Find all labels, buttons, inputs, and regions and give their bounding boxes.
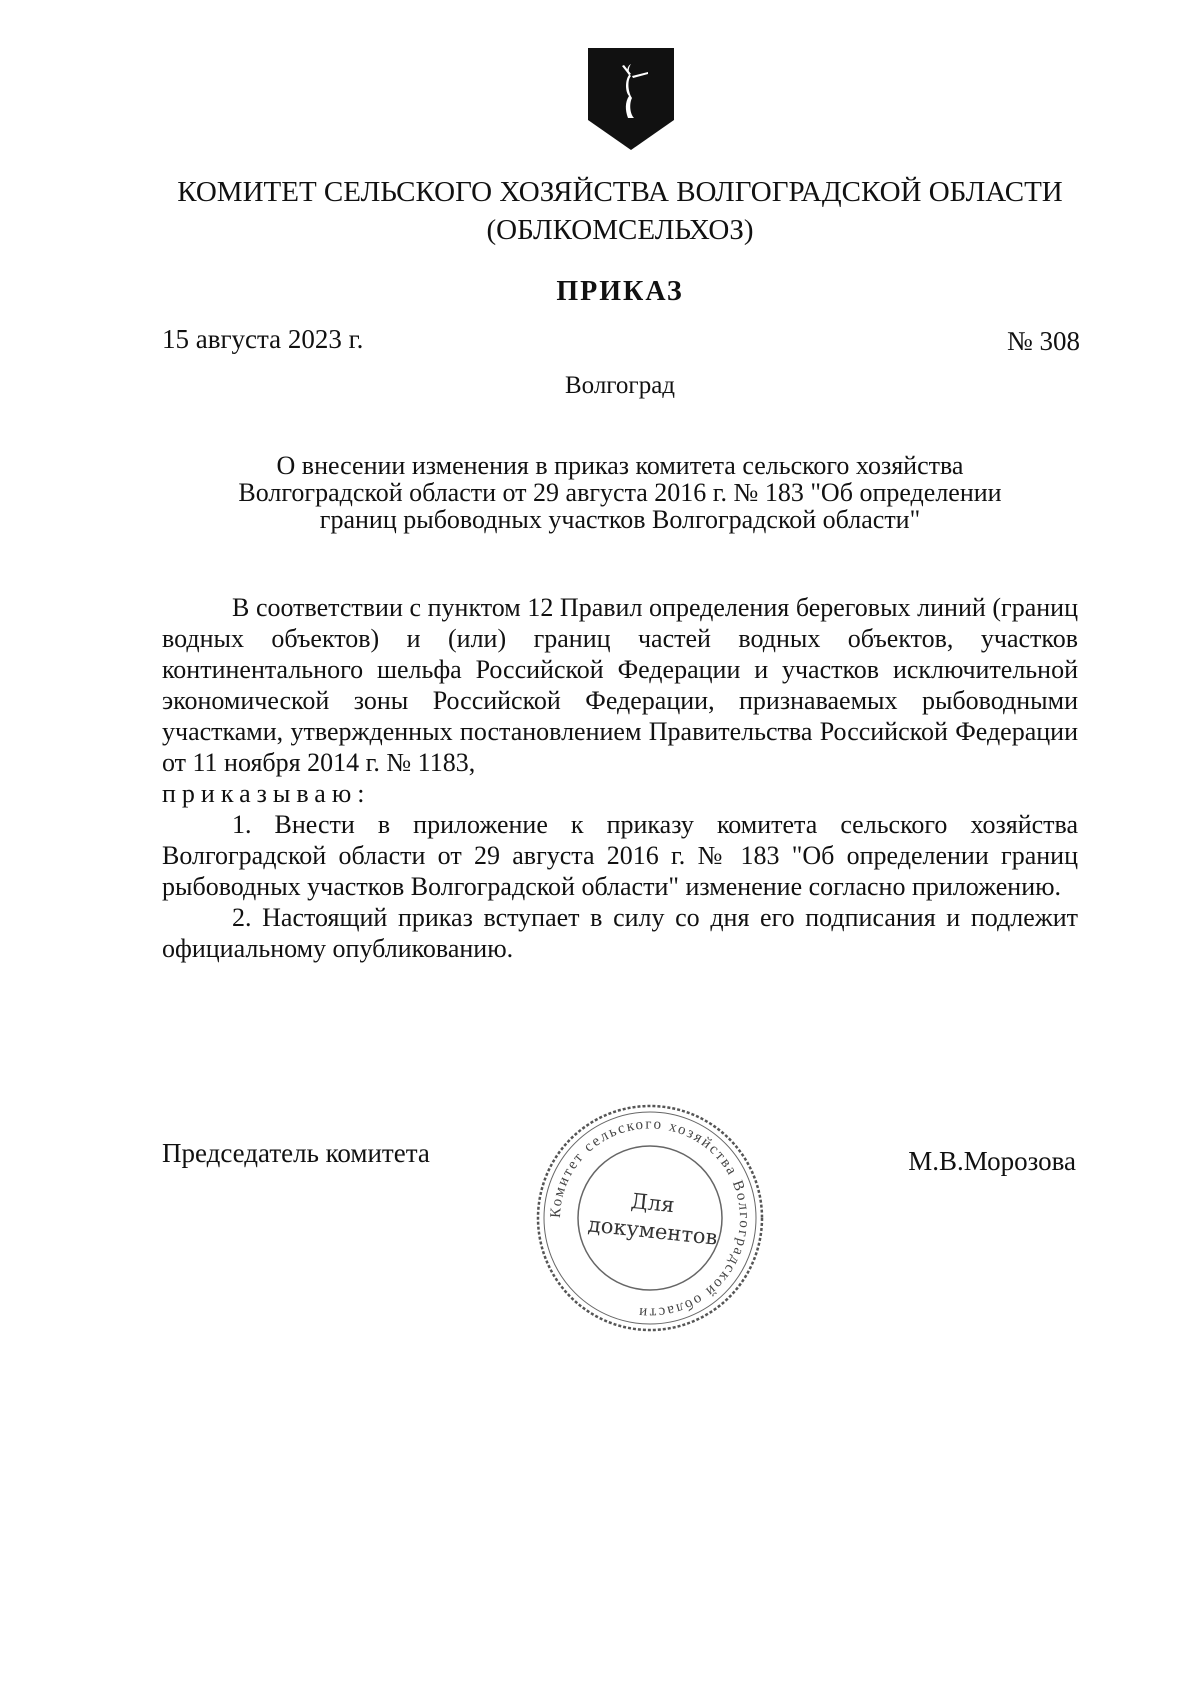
organization-line-1: КОМИТЕТ СЕЛЬСКОГО ХОЗЯЙСТВА ВОЛГОГРАДСКОЙ ОБЛАСТИ xyxy=(177,176,1063,208)
subject-line-3: границ рыбоводных участков Волгоградской области" xyxy=(319,505,921,534)
stamp-center-line-1: Для xyxy=(629,1188,676,1218)
organization-line-2: (ОБЛКОМСЕЛЬХОЗ) xyxy=(486,214,754,246)
document-type: ПРИКАЗ xyxy=(556,276,684,307)
orders-word: приказываю: xyxy=(162,779,371,808)
organization-name xyxy=(0,173,1200,249)
stamp-center-line-2: документов xyxy=(586,1212,719,1250)
document-subject xyxy=(180,452,1060,533)
signer-title: Председатель комитета xyxy=(162,1138,430,1168)
stamp-ring-text: Комитет сельского хозяйства Волгоградской области xyxy=(547,1116,753,1321)
subject-line-2: Волгоградской области от 29 августа 2016 г. № 183 "Об определении xyxy=(238,478,1002,507)
order-item-2: 2. Настоящий приказ вступает в силу со дня его подписания и подлежит официальному опубликованию. xyxy=(162,903,1078,963)
subject-line-1: О внесении изменения в приказ комитета сельского хозяйства xyxy=(276,451,964,480)
official-stamp xyxy=(530,1098,770,1338)
order-item-1: 1. Внести в приложение к приказу комитета сельского хозяйства Волгоградской области от 29 августа 2016 г. № 183 "Об определении границ рыбоводных участков Волгоградской области" изменение согласно приложению. xyxy=(162,810,1078,901)
preamble-paragraph xyxy=(162,592,1078,778)
preamble-text: В соответствии с пунктом 12 Правил определения береговых линий (границ водных объектов) и (или) границ частей водных объектов, участков континентального шельфа Российской Федерации и участков исключительной экономической зоны Российской Федерации, признаваемых рыбоводными участками, утвержденных постановлением Правительства Российской Федерации от 11 ноября 2014 г. № 1183, xyxy=(162,593,1078,777)
document-body xyxy=(162,592,1078,964)
document-city: Волгоград xyxy=(564,372,676,399)
document-number: № 308 xyxy=(1006,326,1080,356)
volgograd-emblem-icon xyxy=(588,48,674,150)
document-date: 15 августа 2023 г. xyxy=(162,324,364,354)
orders-paragraph xyxy=(162,778,1078,809)
signer-name: М.В.Морозова xyxy=(908,1146,1076,1176)
